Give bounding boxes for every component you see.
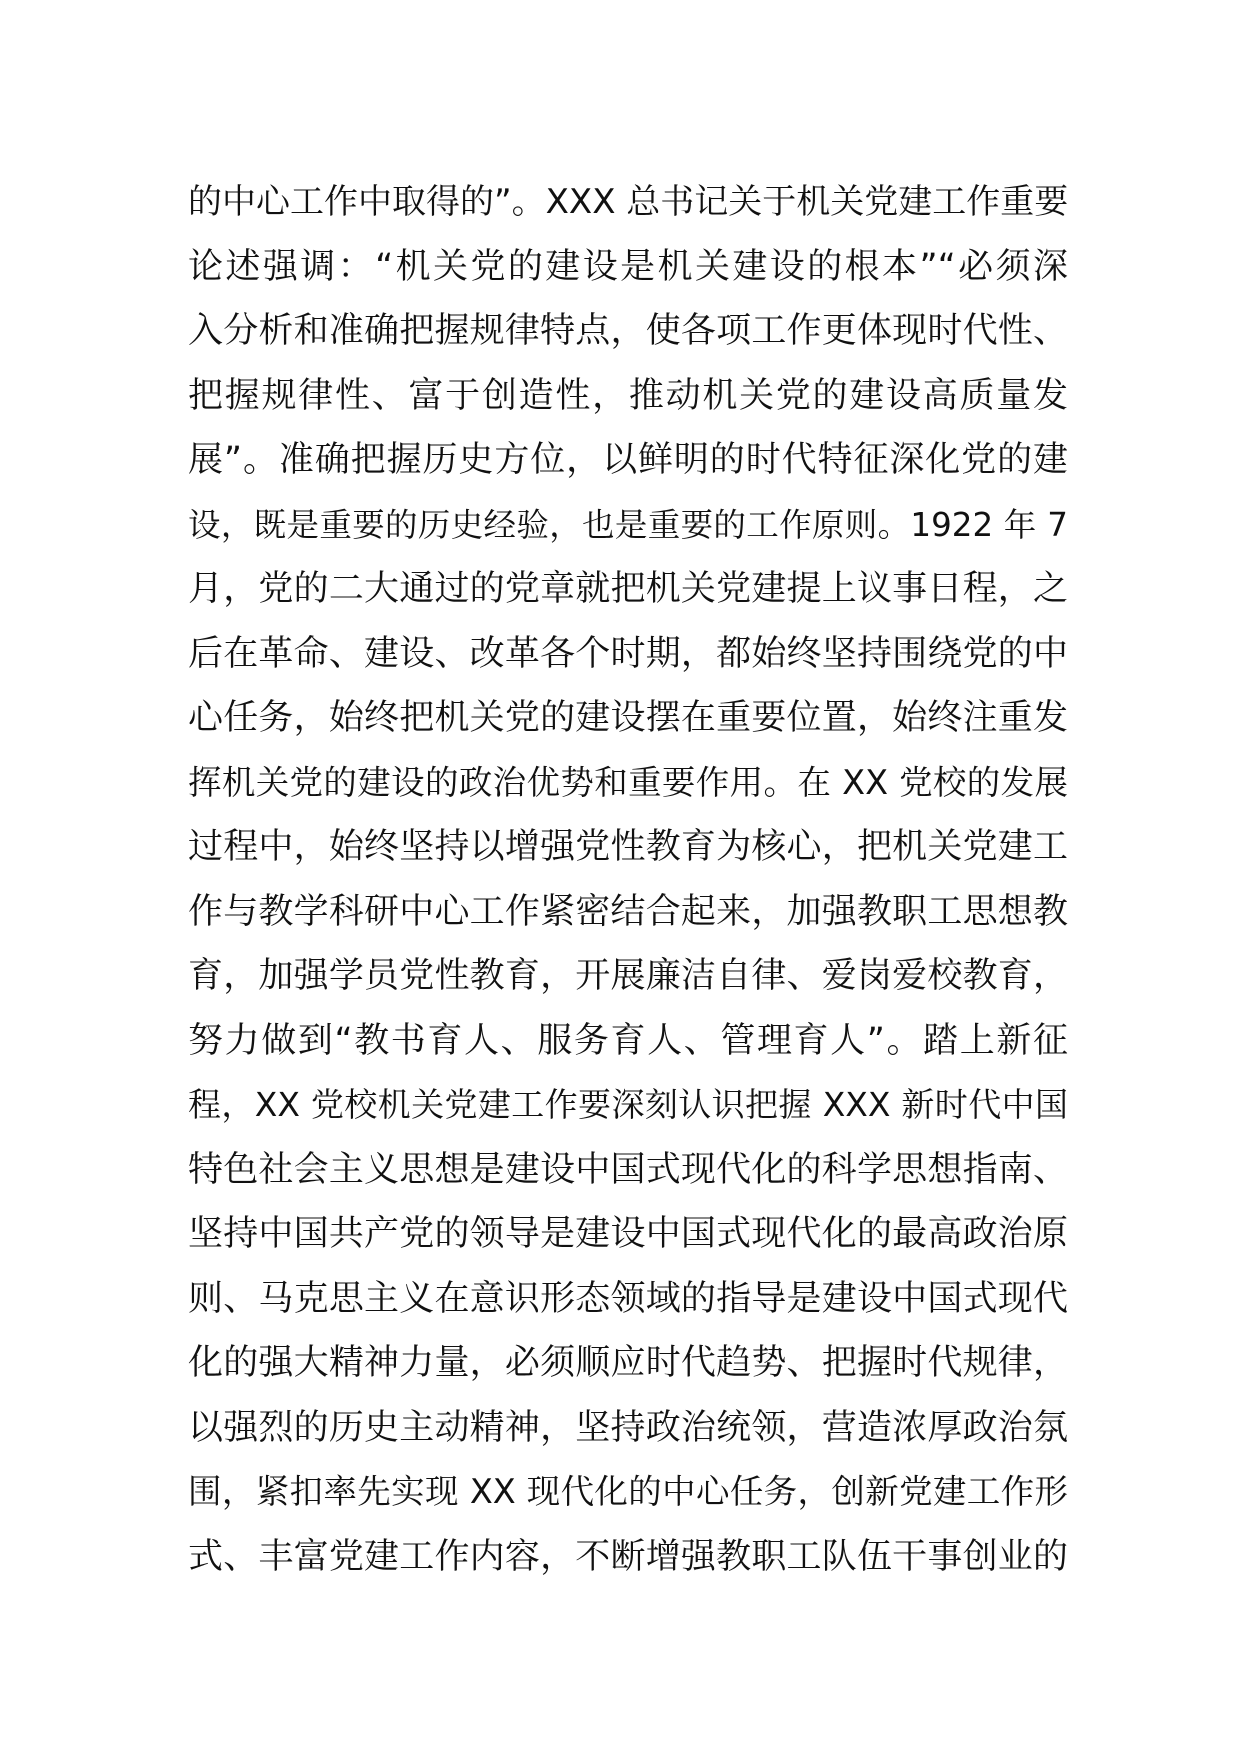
text-line: 的中心工作中取得的”。XXX 总书记关于机关党建工作重要: [188, 182, 1069, 222]
text-line: 心任务，始终把机关党的建设摆在重要位置，始终注重发: [188, 698, 1068, 738]
text-line: 后在革命、建设、改革各个时期，都始终坚持围绕党的中: [188, 633, 1068, 674]
text-line: 育，加强学员党性教育，开展廉洁自律、爱岗爱校教育，: [188, 956, 1068, 996]
text-line: 式、丰富党建工作内容，不断增强教职工队伍干事创业的: [188, 1536, 1068, 1577]
text-line: 努力做到“教书育人、服务育人、管理育人”。踏上新征: [188, 1020, 1068, 1061]
text-line: 作与教学科研中心工作紧密结合起来，加强教职工思想教: [188, 891, 1068, 932]
text-line: 月，党的二大通过的党章就把机关党建提上议事日程，之: [188, 569, 1068, 609]
text-line: 则、马克思主义在意识形态领域的指导是建设中国式现代: [188, 1278, 1068, 1319]
body-paragraph: [188, 170, 1068, 1589]
text-line: 坚持中国共产党的领导是建设中国式现代化的最高政治原: [188, 1214, 1068, 1254]
text-line: 特色社会主义思想是建设中国式现代化的科学思想指南、: [188, 1149, 1068, 1190]
text-line: 展”。准确把握历史方位，以鲜明的时代特征深化党的建: [188, 440, 1068, 480]
text-line: 围，紧扣率先实现 XX 现代化的中心任务，创新党建工作形: [188, 1472, 1068, 1511]
text-line: 入分析和准确把握规律特点，使各项工作更体现时代性、: [188, 311, 1068, 351]
text-line: 论述强调：“机关党的建设是机关建设的根本”“必须深: [188, 246, 1068, 287]
text-line: 以强烈的历史主动精神，坚持政治统领，营造浓厚政治氛: [188, 1407, 1068, 1448]
text-line: 过程中，始终坚持以增强党性教育为核心，把机关党建工: [188, 827, 1068, 867]
text-line: 挥机关党的建设的政治优势和重要作用。在 XX 党校的发展: [188, 762, 1068, 802]
text-line: 把握规律性、富于创造性，推动机关党的建设高质量发: [188, 375, 1068, 416]
text-line: 设，既是重要的历史经验，也是重要的工作原则。1922 年 7: [188, 505, 1068, 544]
text-line: 程，XX 党校机关党建工作要深刻认识把握 XXX 新时代中国: [188, 1085, 1068, 1124]
text-line: 化的强大精神力量，必须顺应时代趋势、把握时代规律，: [188, 1343, 1068, 1383]
